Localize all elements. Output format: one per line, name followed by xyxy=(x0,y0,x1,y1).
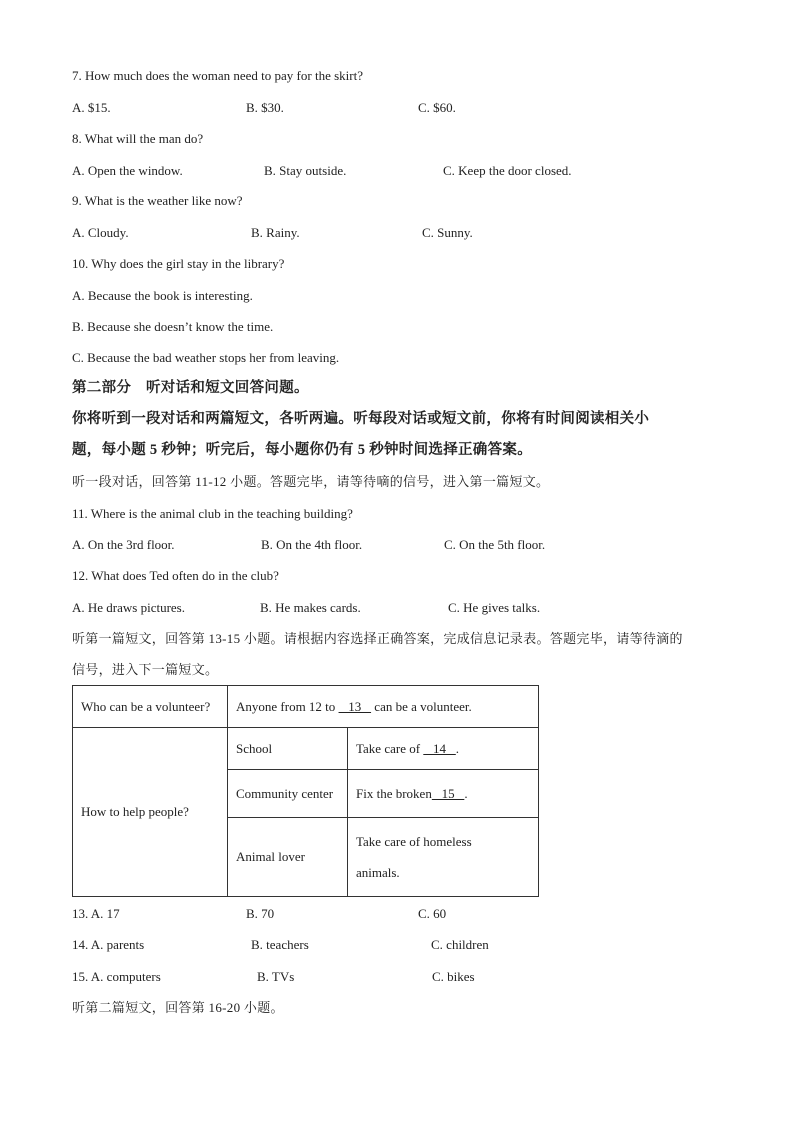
community-value-cell xyxy=(348,770,539,818)
blank-15: 15 xyxy=(431,785,465,801)
question-11-stem: 11. Where is the animal club in the teaching building? xyxy=(72,506,353,521)
blank-14: 14 xyxy=(423,740,456,756)
animal-text-line2: animals. xyxy=(356,865,400,880)
passage1-note-line1: 听第一篇短文，回答第 13-15 小题。请根据内容选择正确答案，完成信息记录表。答题完毕，请等待滴的 xyxy=(72,631,683,646)
question-14-option-b: B. teachers xyxy=(251,937,309,952)
school-text-pre: Take care of xyxy=(356,740,424,756)
question-10-stem: 10. Why does the girl stay in the library? xyxy=(72,256,285,271)
part2-instruction-line1: 你将听到一段对话和两篇短文，各听两遍。听每段对话或短文前，你将有时间阅读相关小 xyxy=(72,411,650,427)
question-15-option-a: 15. A. computers xyxy=(72,969,161,984)
animal-value-cell xyxy=(348,818,539,897)
passage2-note: 听第二篇短文，回答第 16-20 小题。 xyxy=(72,1000,284,1015)
question-9-stem: 9. What is the weather like now? xyxy=(72,193,243,208)
animal-text-line1: Take care of homeless xyxy=(356,834,472,849)
question-10-option-a: A. Because the book is interesting. xyxy=(72,288,253,303)
question-7-option-b: B. $30. xyxy=(246,100,284,115)
question-13-option-b: B. 70 xyxy=(246,906,275,921)
school-text-post: . xyxy=(455,740,460,756)
question-9-option-b: B. Rainy. xyxy=(251,225,300,240)
animal-label-cell xyxy=(228,818,348,897)
part2-title: 第二部分 听对话和短文回答问题。 xyxy=(72,380,309,396)
volunteer-label: Who can be a volunteer? xyxy=(81,698,211,714)
help-label: How to help people? xyxy=(81,804,189,819)
question-8-option-c: C. Keep the door closed. xyxy=(443,163,572,178)
question-7-option-c: C. $60. xyxy=(418,100,456,115)
community-label: Community center xyxy=(236,785,334,801)
question-9-option-c: C. Sunny. xyxy=(422,225,473,240)
question-13-option-c: C. 60 xyxy=(418,906,447,921)
volunteer-value-cell xyxy=(228,686,539,728)
community-text-pre: Fix the broken xyxy=(356,785,432,801)
question-7-stem: 7. How much does the woman need to pay for the skirt? xyxy=(72,68,363,83)
question-9-option-a: A. Cloudy. xyxy=(72,225,129,240)
school-label: School xyxy=(236,740,273,756)
blank-13: 13 xyxy=(338,698,372,714)
question-15-option-b: B. TVs xyxy=(257,969,295,984)
animal-label: Animal lover xyxy=(236,849,305,864)
question-10-option-b: B. Because she doesn’t know the time. xyxy=(72,319,274,334)
volunteer-label-cell xyxy=(73,686,228,728)
question-11-option-b: B. On the 4th floor. xyxy=(261,537,363,552)
question-11-option-a: A. On the 3rd floor. xyxy=(72,537,175,552)
question-8-option-b: B. Stay outside. xyxy=(264,163,347,178)
question-10-option-c: C. Because the bad weather stops her from leaving. xyxy=(72,350,340,365)
question-12-option-c: C. He gives talks. xyxy=(448,600,541,615)
volunteer-text-post: can be a volunteer. xyxy=(371,698,472,714)
passage1-note-line2: 信号，进入下一篇短文。 xyxy=(72,662,219,677)
question-15-option-c: C. bikes xyxy=(432,969,475,984)
community-text-post: . xyxy=(464,785,468,801)
question-12-option-b: B. He makes cards. xyxy=(260,600,361,615)
community-label-cell xyxy=(228,770,348,818)
info-record-table xyxy=(72,685,539,897)
school-value-cell xyxy=(348,728,539,770)
question-14-option-a: 14. A. parents xyxy=(72,937,145,952)
school-label-cell xyxy=(228,728,348,770)
dialogue-note: 听一段对话，回答第 11-12 小题。答题完毕，请等待嘀的信号，进入第一篇短文。 xyxy=(72,474,550,489)
help-label-cell xyxy=(73,728,228,897)
volunteer-text-pre: Anyone from 12 to xyxy=(236,698,339,714)
question-14-option-c: C. children xyxy=(431,937,489,952)
question-12-option-a: A. He draws pictures. xyxy=(72,600,185,615)
part2-instruction-line2: 题，每小题 5 秒钟；听完后，每小题你仍有 5 秒钟时间选择正确答案。 xyxy=(72,442,532,458)
question-12-stem: 12. What does Ted often do in the club? xyxy=(72,568,279,583)
question-11-option-c: C. On the 5th floor. xyxy=(444,537,546,552)
question-8-stem: 8. What will the man do? xyxy=(72,131,204,146)
question-7-option-a: A. $15. xyxy=(72,100,111,115)
question-8-option-a: A. Open the window. xyxy=(72,163,183,178)
question-13-option-a: 13. A. 17 xyxy=(72,906,120,921)
